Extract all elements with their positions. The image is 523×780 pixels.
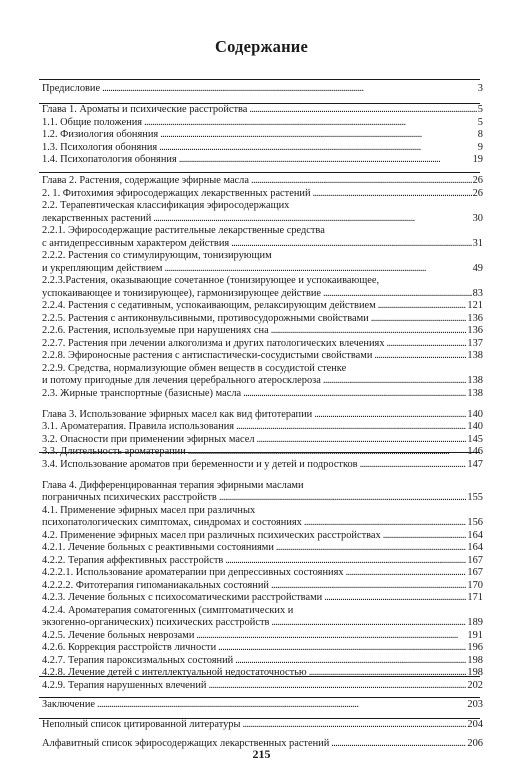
toc-entry-page: 167 xyxy=(467,567,483,578)
toc-entry-page: 9 xyxy=(477,141,483,153)
toc-entry-title: 4.2.1. Лечение больных с реактивными состояниями xyxy=(42,542,274,553)
toc-entry xyxy=(42,655,483,668)
toc-entry-title: Предисловие xyxy=(42,83,101,94)
toc-leader-dots xyxy=(235,655,466,668)
toc-entry xyxy=(42,188,483,201)
toc-entry-title: 2.2.9. Средства, нормализующие обмен веществ в сосудистой стенке xyxy=(42,362,347,374)
toc-entry xyxy=(42,388,483,401)
toc-leader-dots xyxy=(160,129,477,142)
toc-leader-dots xyxy=(102,83,477,96)
toc-entry-title: Заключение xyxy=(42,699,95,710)
toc-entry-page: 155 xyxy=(467,492,483,503)
toc-leader-dots xyxy=(196,630,466,643)
toc-leader-dots xyxy=(225,555,466,568)
toc-entry-page: 189 xyxy=(467,617,483,628)
toc-entry xyxy=(42,129,483,142)
toc-leader-dots xyxy=(179,154,472,167)
toc-leader-dots xyxy=(271,580,466,593)
toc-entry xyxy=(42,142,483,155)
toc-leader-dots xyxy=(271,617,466,630)
toc-entry-title: 3.4. Использование ароматов при беременности и у детей и подростков xyxy=(42,458,358,470)
page-number: 215 xyxy=(252,747,271,761)
toc-entry xyxy=(42,117,483,130)
toc-entry-title: 4.2.6. Коррекция расстройств личности xyxy=(42,642,217,653)
toc-entry-title: и укрепляющим действием xyxy=(42,262,163,274)
toc-entry-title: 4.2.4. Ароматерапия соматогенных (симптоматических и xyxy=(42,604,294,616)
toc-entry-title: 4.1. Применение эфирных масел при различных xyxy=(42,504,256,516)
toc-entry xyxy=(42,325,483,338)
toc-entry xyxy=(42,421,483,434)
toc-entry-title: 4.2.8. Лечение детей с интеллектуальной недостаточностью xyxy=(42,667,307,678)
toc-entry-page: 8 xyxy=(477,129,483,140)
toc-leader-dots xyxy=(304,517,467,530)
toc-leader-dots xyxy=(165,263,472,276)
toc-entry-title: 1.3. Психология обоняния xyxy=(42,141,158,153)
toc-entry xyxy=(42,555,483,568)
toc-entry-title: и потому пригодные для лечения церебрального атеросклероза xyxy=(42,375,321,386)
toc-entry-title: успокаивающее и тонизирующее), гармонизирующее действие xyxy=(42,287,322,299)
toc-entry-title: 3.2. Опасности при применении эфирных масел xyxy=(42,433,255,445)
toc-leader-dots xyxy=(219,492,467,505)
toc-entry xyxy=(42,154,483,167)
toc-leader-dots xyxy=(314,409,466,422)
toc-entry xyxy=(42,630,483,643)
toc-leader-dots xyxy=(271,325,467,338)
toc-entry xyxy=(42,492,483,505)
toc-entry-page: 138 xyxy=(467,387,483,399)
toc-entry-page: 147 xyxy=(467,458,483,470)
toc-entry-page: 138 xyxy=(467,375,483,386)
toc-leader-dots xyxy=(208,680,466,693)
toc-entry-title: 4.2.3. Лечение больных с психосоматическими расстройствами xyxy=(42,592,323,603)
toc-entry-page: 146 xyxy=(467,446,483,457)
toc-entry xyxy=(42,275,483,288)
toc-entry-title: 2.2.7. Растения при лечении алкоголизма и других патологических влечениях xyxy=(42,337,385,349)
table-of-contents xyxy=(42,83,483,751)
toc-leader-dots xyxy=(371,313,467,326)
toc-entry-page: 26 xyxy=(472,187,483,199)
toc-entry-page: 196 xyxy=(467,642,483,653)
toc-entry-title: 4.2.2.2. Фитотерапия гипоманиакальных состояний xyxy=(42,579,269,591)
toc-entry-page: 164 xyxy=(467,542,483,553)
toc-entry-title: пограничных психических расстройств xyxy=(42,492,217,503)
toc-entry-title: 2.2. Терапевтическая классификация эфиросодержащих xyxy=(42,200,290,211)
toc-entry-title: 3.3. Длительность ароматерапии xyxy=(42,446,186,457)
toc-entry-title: 4.2.7. Терапия пароксизмальных состояний xyxy=(42,654,234,666)
toc-entry xyxy=(42,213,483,226)
toc-entry-page: 136 xyxy=(467,325,483,336)
toc-entry xyxy=(42,250,483,263)
toc-entry-title: 2.3. Жирные транспортные (базисные) масла xyxy=(42,387,242,399)
toc-entry-title: с антидепрессивным характером действия xyxy=(42,237,230,249)
toc-entry xyxy=(42,680,483,693)
toc-entry xyxy=(42,83,483,96)
toc-entry-title: 2. 1. Фитохимия эфиросодержащих лекарственных растений xyxy=(42,187,311,199)
toc-entry-title: 1.2. Физиология обоняния xyxy=(42,129,159,140)
toc-entry-page: 121 xyxy=(467,300,483,311)
toc-entry-page: 136 xyxy=(467,312,483,324)
toc-entry xyxy=(42,517,483,530)
toc-entry-page: 30 xyxy=(472,212,483,224)
toc-leader-dots xyxy=(188,446,467,459)
toc-entry-page: 206 xyxy=(467,738,483,749)
toc-entry-title: 4.2. Применение эфирных масел при различных психических расстройствах xyxy=(42,529,381,541)
toc-entry-page: 83 xyxy=(472,287,483,299)
toc-entry-title: Неполный список цитированной литературы xyxy=(42,718,241,730)
toc-entry-title: 3.1. Ароматерапия. Правила использования xyxy=(42,421,235,432)
toc-leader-dots xyxy=(378,300,467,313)
toc-leader-dots xyxy=(153,213,471,226)
toc-entry-page: 137 xyxy=(467,337,483,349)
toc-entry xyxy=(42,642,483,655)
toc-entry-title: 4.2.2.1. Использование ароматерапии при депрессивных состояниях xyxy=(42,567,344,578)
toc-entry-title: 2.2.6. Растения, используемые при нарушениях сна xyxy=(42,325,269,336)
toc-entry-title: Глава 3. Использование эфирных масел как вид фитотерапии xyxy=(42,408,313,420)
toc-entry-page: 204 xyxy=(467,718,483,730)
toc-entry-page: 203 xyxy=(467,699,483,710)
toc-entry-title: 2.2.2. Растения со стимулирующим, тонизирующим xyxy=(42,250,272,261)
toc-entry xyxy=(42,434,483,447)
toc-entry xyxy=(42,350,483,363)
toc-entry xyxy=(42,375,483,388)
toc-entry xyxy=(42,480,483,493)
toc-leader-dots xyxy=(231,238,471,251)
toc-entry-title: психопатологических симптомах, синдромах и состояниях xyxy=(42,517,302,528)
toc-entry-page: 202 xyxy=(467,679,483,691)
toc-entry-page: 140 xyxy=(467,408,483,420)
toc-entry-page: 167 xyxy=(467,554,483,566)
toc-leader-dots xyxy=(236,421,466,434)
toc-entry-page: 191 xyxy=(467,629,483,641)
toc-leader-dots xyxy=(159,142,477,155)
toc-entry xyxy=(42,580,483,593)
toc-entry xyxy=(42,225,483,238)
toc-leader-dots xyxy=(309,667,467,680)
toc-leader-dots xyxy=(97,699,466,712)
toc-entry xyxy=(42,300,483,313)
toc-entry xyxy=(42,409,483,422)
toc-entry xyxy=(42,667,483,680)
toc-leader-dots xyxy=(257,434,467,447)
toc-entry-title: Алфавитный список эфиросодержащих лекарственных растений xyxy=(42,738,330,749)
toc-entry-title: Глава 1. Ароматы и психические расстройства xyxy=(42,104,248,115)
toc-entry-title: 2.2.3.Растения, оказывающие сочетанное (тонизирующее и успокаивающее, xyxy=(42,275,380,286)
toc-entry-title: лекарственных растений xyxy=(42,212,152,224)
toc-entry xyxy=(42,338,483,351)
toc-entry-title: Глава 2. Растения, содержащие эфирные масла xyxy=(42,175,249,186)
toc-entry-page: 170 xyxy=(467,579,483,591)
toc-entry-page: 3 xyxy=(477,83,483,94)
toc-entry-page: 171 xyxy=(467,592,483,603)
toc-entry xyxy=(42,313,483,326)
toc-entry-title: 4.2.5. Лечение больных неврозами xyxy=(42,629,195,641)
toc-leader-dots xyxy=(324,592,466,605)
toc-entry-title: 4.2.9. Терапия нарушенных влечений xyxy=(42,679,207,691)
toc-entry-page: 5 xyxy=(477,104,483,115)
toc-entry-title: 2.2.4. Растения с седативным, успокаивающим, релаксирующим действием xyxy=(42,300,376,311)
toc-leader-dots xyxy=(387,338,467,351)
toc-entry-title: 2.2.1. Эфиросодержащие растительные лекарственные средства xyxy=(42,225,325,236)
toc-entry-title: экзогенно-органических) психических расстройств xyxy=(42,617,270,628)
toc-entry xyxy=(42,459,483,472)
toc-entry xyxy=(42,542,483,555)
toc-entry xyxy=(42,592,483,605)
toc-leader-dots xyxy=(374,350,466,363)
toc-entry-page: 145 xyxy=(467,433,483,445)
divider xyxy=(39,79,480,80)
toc-leader-dots xyxy=(218,642,466,655)
toc-entry xyxy=(42,238,483,251)
toc-entry-page: 49 xyxy=(472,262,483,274)
toc-entry xyxy=(42,530,483,543)
toc-leader-dots xyxy=(346,567,467,580)
toc-entry xyxy=(42,567,483,580)
toc-entry-page: 138 xyxy=(467,350,483,361)
toc-entry-page: 26 xyxy=(472,175,483,186)
toc-entry xyxy=(42,104,483,117)
toc-entry-title: 1.4. Психопатология обоняния xyxy=(42,154,177,165)
toc-entry-title: 4.2.2. Терапия аффективных расстройств xyxy=(42,554,224,566)
toc-leader-dots xyxy=(323,288,472,301)
page-title: Содержание xyxy=(214,37,309,56)
toc-entry-page: 31 xyxy=(472,237,483,249)
toc-entry xyxy=(42,719,483,732)
toc-leader-dots xyxy=(276,542,466,555)
toc-leader-dots xyxy=(249,104,476,117)
toc-leader-dots xyxy=(243,388,466,401)
toc-entry xyxy=(42,263,483,276)
toc-leader-dots xyxy=(383,530,467,543)
toc-entry xyxy=(42,175,483,188)
toc-entry-page: 19 xyxy=(472,154,483,165)
toc-entry xyxy=(42,699,483,712)
toc-entry xyxy=(42,446,483,459)
toc-leader-dots xyxy=(144,117,477,130)
toc-entry-title: 2.2.8. Эфироносные растения с антиспастически-сосудистыми свойствами xyxy=(42,350,373,361)
toc-entry xyxy=(42,617,483,630)
toc-entry-page: 156 xyxy=(467,517,483,528)
toc-entry-title: Глава 4. Дифференцированная терапия эфирными маслами xyxy=(42,479,304,491)
toc-entry-title: 1.1. Общие положения xyxy=(42,116,143,128)
toc-entry xyxy=(42,288,483,301)
toc-leader-dots xyxy=(243,719,467,732)
toc-entry xyxy=(42,605,483,618)
toc-entry xyxy=(42,505,483,518)
toc-entry-title: 2.2.5. Растения с антиконвульсивными, противосудорожными свойствами xyxy=(42,312,369,324)
toc-entry-page: 140 xyxy=(467,421,483,432)
toc-entry-page: 198 xyxy=(467,654,483,666)
toc-leader-dots xyxy=(360,459,467,472)
toc-leader-dots xyxy=(313,188,472,201)
toc-entry xyxy=(42,200,483,213)
toc-entry-page: 164 xyxy=(467,529,483,541)
toc-entry xyxy=(42,363,483,376)
toc-entry-page: 5 xyxy=(477,116,483,128)
toc-leader-dots xyxy=(251,175,472,188)
toc-leader-dots xyxy=(323,375,467,388)
toc-entry-page: 198 xyxy=(467,667,483,678)
